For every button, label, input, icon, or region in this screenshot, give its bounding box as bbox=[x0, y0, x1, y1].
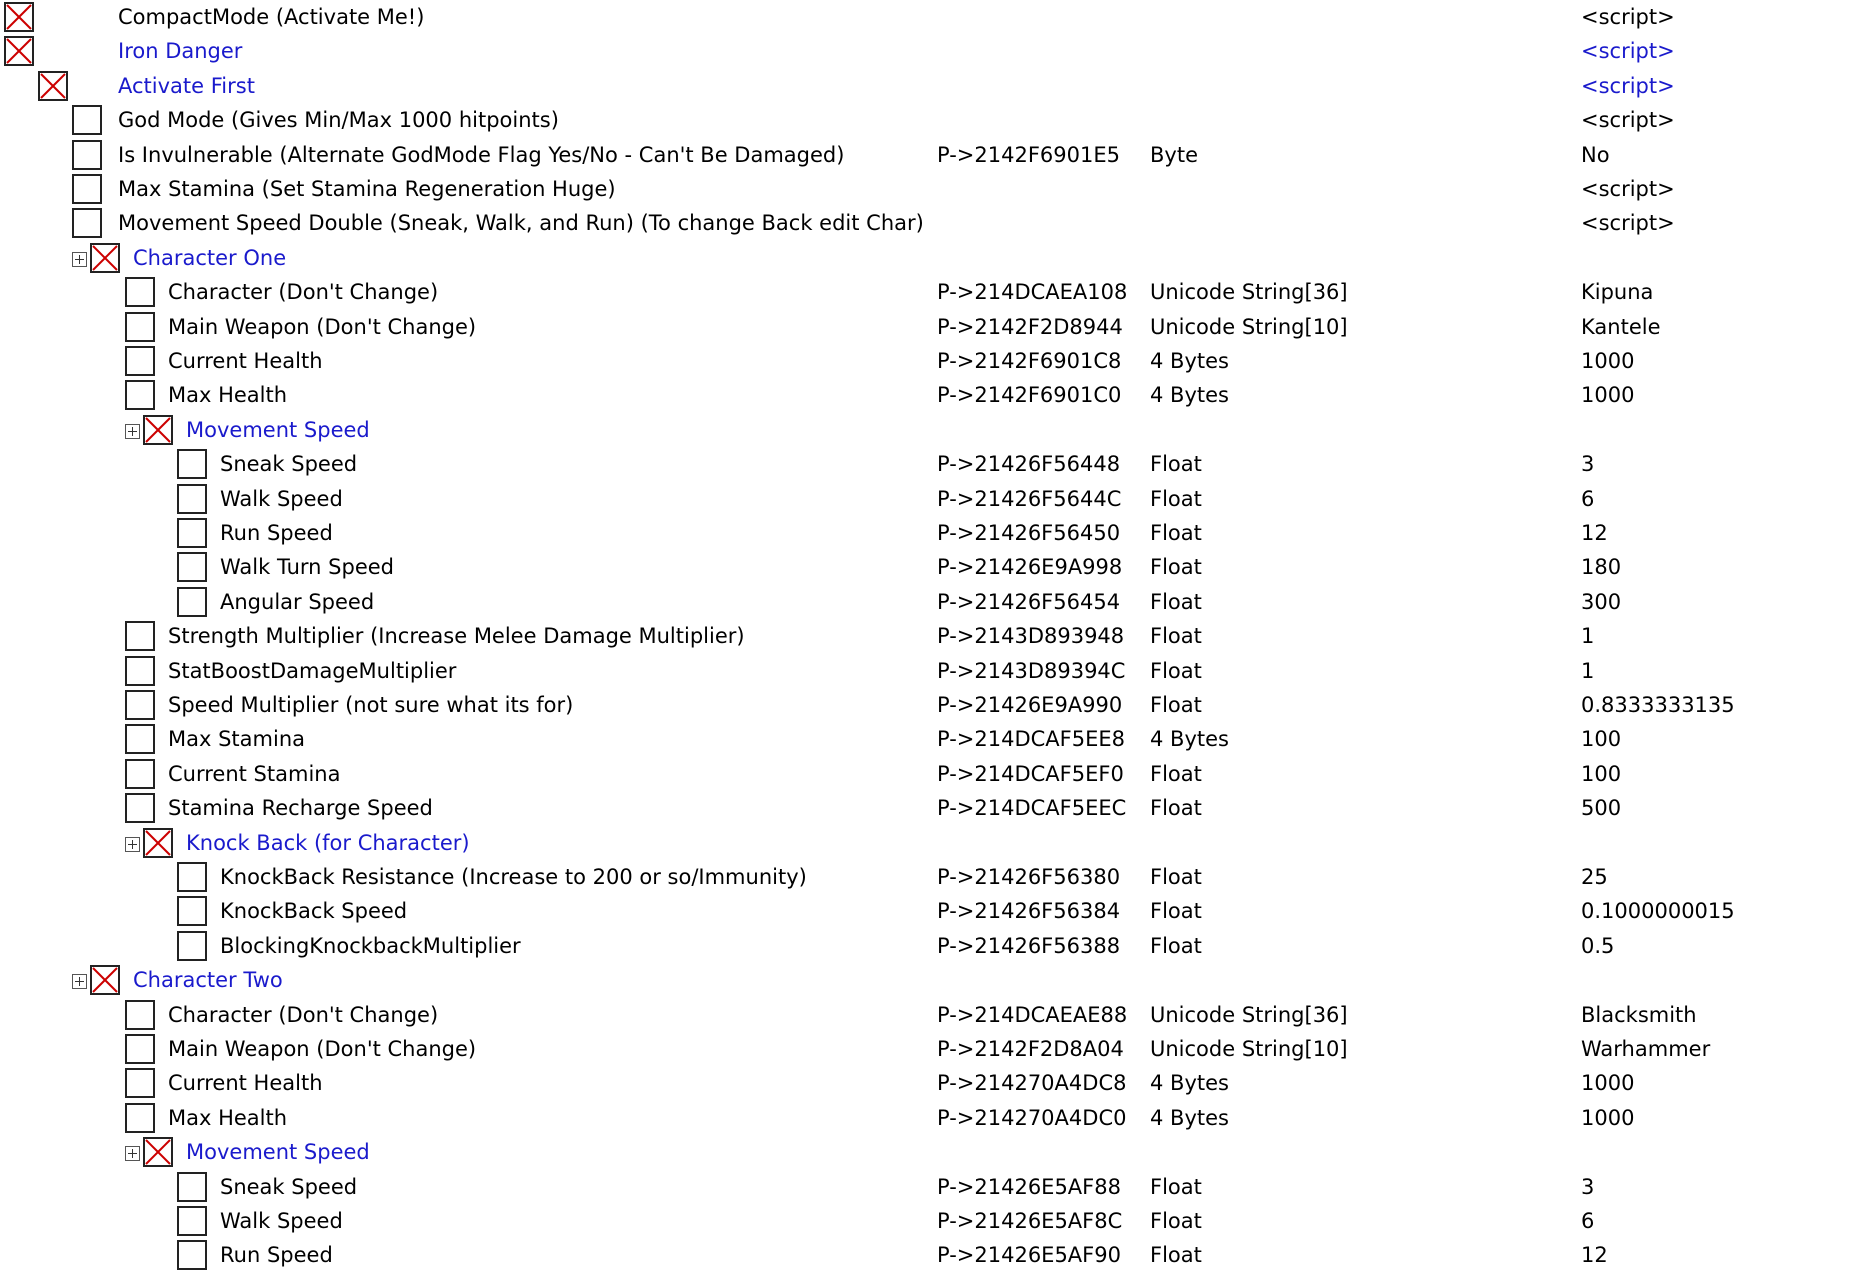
table-row[interactable] bbox=[0, 1171, 1863, 1205]
value-type: Float bbox=[1150, 1243, 1202, 1268]
value[interactable]: 1000 bbox=[1581, 349, 1635, 373]
expand-icon[interactable] bbox=[125, 1146, 140, 1161]
description[interactable]: Speed Multiplier (not sure what its for) bbox=[168, 693, 574, 717]
value[interactable]: 500 bbox=[1581, 796, 1622, 821]
activate-checkbox[interactable] bbox=[177, 484, 207, 514]
description[interactable]: BlockingKnockbackMultiplier bbox=[220, 933, 521, 958]
value-type: 4 Bytes bbox=[1150, 383, 1229, 408]
description[interactable]: Run Speed bbox=[220, 521, 333, 545]
description[interactable]: Walk Speed bbox=[220, 486, 343, 511]
address: P->214DCAEA108 bbox=[937, 280, 1128, 305]
group-row[interactable] bbox=[0, 827, 1863, 861]
value-type: Float bbox=[1150, 1174, 1202, 1199]
table-row[interactable] bbox=[0, 139, 1863, 173]
value-type: Float bbox=[1150, 865, 1202, 889]
table-row[interactable] bbox=[0, 861, 1863, 895]
value-type: Float bbox=[1150, 796, 1202, 821]
address: P->21426E5AF90 bbox=[937, 1243, 1121, 1268]
value[interactable]: <script> bbox=[1581, 39, 1675, 64]
address: P->214270A4DC8 bbox=[937, 1071, 1127, 1096]
activate-checkbox[interactable] bbox=[177, 1172, 207, 1202]
activate-checkbox[interactable] bbox=[143, 415, 173, 445]
cross-mark-icon bbox=[92, 245, 118, 271]
activate-checkbox[interactable] bbox=[72, 174, 102, 204]
table-row[interactable] bbox=[0, 448, 1863, 482]
value[interactable]: 100 bbox=[1581, 727, 1622, 752]
description[interactable]: CompactMode (Activate Me!) bbox=[118, 5, 425, 29]
activate-checkbox[interactable] bbox=[125, 759, 155, 789]
description[interactable]: Walk Speed bbox=[220, 1209, 343, 1233]
table-row[interactable] bbox=[0, 689, 1863, 723]
value[interactable]: Blacksmith bbox=[1581, 1002, 1697, 1027]
activate-checkbox[interactable] bbox=[177, 1240, 207, 1270]
address: P->2143D89394C bbox=[937, 658, 1126, 683]
value[interactable]: 1 bbox=[1581, 658, 1595, 683]
activate-checkbox[interactable] bbox=[125, 793, 155, 823]
cross-mark-icon bbox=[92, 967, 118, 993]
description[interactable]: Knock Back (for Character) bbox=[186, 830, 470, 855]
description[interactable]: Max Stamina bbox=[168, 727, 305, 752]
description[interactable]: KnockBack Resistance (Increase to 200 or so/Immunity) bbox=[220, 865, 807, 889]
description[interactable]: Main Weapon (Don't Change) bbox=[168, 314, 477, 339]
group-row[interactable] bbox=[0, 242, 1863, 276]
table-row[interactable] bbox=[0, 311, 1863, 345]
value[interactable]: <script> bbox=[1581, 5, 1675, 29]
activate-checkbox[interactable] bbox=[125, 690, 155, 720]
group-row[interactable] bbox=[0, 964, 1863, 998]
value[interactable]: 180 bbox=[1581, 555, 1622, 580]
value-type: Float bbox=[1150, 1209, 1202, 1233]
expand-icon[interactable] bbox=[125, 837, 140, 852]
table-row[interactable] bbox=[0, 999, 1863, 1033]
group-row[interactable] bbox=[0, 70, 1863, 104]
value[interactable]: Warhammer bbox=[1581, 1037, 1711, 1061]
value-type: 4 Bytes bbox=[1150, 1071, 1229, 1096]
value[interactable]: 3 bbox=[1581, 452, 1595, 477]
value[interactable]: 0.5 bbox=[1581, 933, 1615, 958]
address: P->214270A4DC0 bbox=[937, 1105, 1127, 1130]
table-row[interactable] bbox=[0, 1205, 1863, 1239]
value-type: 4 Bytes bbox=[1150, 1105, 1229, 1130]
expand-icon[interactable] bbox=[72, 974, 87, 989]
description[interactable]: Character (Don't Change) bbox=[168, 1002, 439, 1027]
activate-checkbox[interactable] bbox=[177, 552, 207, 582]
value-type: Unicode String[10] bbox=[1150, 314, 1348, 339]
activate-checkbox[interactable] bbox=[177, 518, 207, 548]
table-row[interactable] bbox=[0, 207, 1863, 241]
value-type: Float bbox=[1150, 624, 1202, 649]
address: P->2142F2D8A04 bbox=[937, 1037, 1124, 1061]
activate-checkbox[interactable] bbox=[125, 1103, 155, 1133]
table-row[interactable] bbox=[0, 792, 1863, 826]
value[interactable]: 1000 bbox=[1581, 1071, 1635, 1096]
table-row[interactable] bbox=[0, 276, 1863, 310]
table-row[interactable] bbox=[0, 379, 1863, 413]
value-type: Float bbox=[1150, 933, 1202, 958]
value-type: 4 Bytes bbox=[1150, 727, 1229, 752]
table-row[interactable] bbox=[0, 930, 1863, 964]
address: P->21426E9A990 bbox=[937, 693, 1123, 717]
table-row[interactable] bbox=[0, 517, 1863, 551]
activate-checkbox[interactable] bbox=[177, 931, 207, 961]
address: P->214DCAF5EE8 bbox=[937, 727, 1125, 752]
cross-mark-icon bbox=[145, 417, 171, 443]
address: P->21426F56454 bbox=[937, 589, 1121, 614]
description[interactable]: Is Invulnerable (Alternate GodMode Flag Yes/No - Can't Be Damaged) bbox=[118, 142, 845, 167]
description[interactable]: Character One bbox=[133, 245, 287, 270]
activate-checkbox[interactable] bbox=[90, 965, 120, 995]
address: P->21426F56380 bbox=[937, 865, 1121, 889]
address: P->21426F56448 bbox=[937, 452, 1121, 477]
value[interactable]: Kipuna bbox=[1581, 280, 1654, 305]
value-type: Float bbox=[1150, 486, 1202, 511]
address: P->2143D893948 bbox=[937, 624, 1125, 649]
value[interactable]: 0.1000000015 bbox=[1581, 899, 1735, 924]
table-row[interactable] bbox=[0, 1239, 1863, 1273]
description[interactable]: Movement Speed bbox=[186, 417, 370, 442]
activate-checkbox[interactable] bbox=[177, 449, 207, 479]
value[interactable]: <script> bbox=[1581, 108, 1675, 133]
table-row[interactable] bbox=[0, 1, 1863, 35]
address: P->21426E9A998 bbox=[937, 555, 1123, 580]
table-row[interactable] bbox=[0, 345, 1863, 379]
description[interactable]: Stamina Recharge Speed bbox=[168, 796, 433, 821]
activate-checkbox[interactable] bbox=[125, 1000, 155, 1030]
description[interactable]: KnockBack Speed bbox=[220, 899, 408, 924]
description[interactable]: Current Stamina bbox=[168, 761, 341, 786]
value[interactable]: <script> bbox=[1581, 73, 1675, 98]
table-row[interactable] bbox=[0, 620, 1863, 654]
activate-checkbox[interactable] bbox=[177, 862, 207, 892]
description[interactable]: Iron Danger bbox=[118, 39, 243, 64]
description[interactable]: Max Stamina (Set Stamina Regeneration Huge) bbox=[118, 177, 616, 201]
value-type: Unicode String[36] bbox=[1150, 280, 1348, 305]
address: P->2142F2D8944 bbox=[937, 314, 1123, 339]
activate-checkbox[interactable] bbox=[72, 105, 102, 135]
address: P->214DCAEAE88 bbox=[937, 1002, 1128, 1027]
activate-checkbox[interactable] bbox=[125, 656, 155, 686]
value-type: Float bbox=[1150, 761, 1202, 786]
group-row[interactable] bbox=[0, 1136, 1863, 1170]
address: P->21426E5AF8C bbox=[937, 1209, 1123, 1233]
activate-checkbox[interactable] bbox=[4, 2, 34, 32]
value[interactable]: 6 bbox=[1581, 486, 1595, 511]
activate-checkbox[interactable] bbox=[4, 36, 34, 66]
value-type: Float bbox=[1150, 693, 1202, 717]
activate-checkbox[interactable] bbox=[143, 1137, 173, 1167]
value-type: Float bbox=[1150, 555, 1202, 580]
table-row[interactable] bbox=[0, 895, 1863, 929]
value[interactable]: 100 bbox=[1581, 761, 1622, 786]
value[interactable]: 1000 bbox=[1581, 1105, 1635, 1130]
expand-icon[interactable] bbox=[72, 252, 87, 267]
expand-icon[interactable] bbox=[125, 424, 140, 439]
activate-checkbox[interactable] bbox=[125, 1034, 155, 1064]
address: P->21426F5644C bbox=[937, 486, 1122, 511]
value-type: 4 Bytes bbox=[1150, 349, 1229, 373]
activate-checkbox[interactable] bbox=[125, 724, 155, 754]
description[interactable]: Current Health bbox=[168, 349, 323, 373]
value-type: Float bbox=[1150, 899, 1202, 924]
value[interactable]: <script> bbox=[1581, 177, 1675, 201]
description[interactable]: Character (Don't Change) bbox=[168, 280, 439, 305]
address: P->21426F56384 bbox=[937, 899, 1121, 924]
address: P->21426F56450 bbox=[937, 521, 1121, 545]
activate-checkbox[interactable] bbox=[125, 621, 155, 651]
table-row[interactable] bbox=[0, 173, 1863, 207]
activate-checkbox[interactable] bbox=[38, 71, 68, 101]
description[interactable]: Run Speed bbox=[220, 1243, 333, 1268]
activate-checkbox[interactable] bbox=[125, 346, 155, 376]
value[interactable]: 300 bbox=[1581, 589, 1622, 614]
value[interactable]: Kantele bbox=[1581, 314, 1661, 339]
activate-checkbox[interactable] bbox=[177, 1206, 207, 1236]
address: P->2142F6901C8 bbox=[937, 349, 1122, 373]
activate-checkbox[interactable] bbox=[143, 828, 173, 858]
activate-checkbox[interactable] bbox=[90, 243, 120, 273]
value[interactable]: 25 bbox=[1581, 865, 1608, 889]
description[interactable]: Sneak Speed bbox=[220, 1174, 358, 1199]
cross-mark-icon bbox=[6, 4, 32, 30]
table-row[interactable] bbox=[0, 758, 1863, 792]
address: P->214DCAF5EEC bbox=[937, 796, 1127, 821]
value-type: Float bbox=[1150, 589, 1202, 614]
table-row[interactable] bbox=[0, 723, 1863, 757]
table-row[interactable] bbox=[0, 586, 1863, 620]
value[interactable]: 0.8333333135 bbox=[1581, 693, 1735, 717]
group-row[interactable] bbox=[0, 414, 1863, 448]
activate-checkbox[interactable] bbox=[125, 312, 155, 342]
description[interactable]: Current Health bbox=[168, 1071, 323, 1096]
description[interactable]: Movement Speed Double (Sneak, Walk, and Run) (To change Back edit Char) bbox=[118, 211, 924, 236]
address: P->21426E5AF88 bbox=[937, 1174, 1121, 1199]
table-row[interactable] bbox=[0, 1067, 1863, 1101]
value-type: Float bbox=[1150, 658, 1202, 683]
description[interactable]: Main Weapon (Don't Change) bbox=[168, 1037, 477, 1061]
address: P->2142F6901C0 bbox=[937, 383, 1122, 408]
cross-mark-icon bbox=[6, 38, 32, 64]
description[interactable]: Max Health bbox=[168, 1105, 288, 1130]
value[interactable]: 12 bbox=[1581, 521, 1608, 545]
table-row[interactable] bbox=[0, 655, 1863, 689]
address: P->2142F6901E5 bbox=[937, 142, 1120, 167]
description[interactable]: Max Health bbox=[168, 383, 288, 408]
value-type: Unicode String[10] bbox=[1150, 1037, 1348, 1061]
description[interactable]: Walk Turn Speed bbox=[220, 555, 394, 580]
activate-checkbox[interactable] bbox=[125, 1068, 155, 1098]
activate-checkbox[interactable] bbox=[72, 140, 102, 170]
description[interactable]: Movement Speed bbox=[186, 1140, 370, 1165]
value[interactable]: No bbox=[1581, 142, 1610, 167]
table-row[interactable] bbox=[0, 1102, 1863, 1136]
table-row[interactable] bbox=[0, 104, 1863, 138]
address: P->214DCAF5EF0 bbox=[937, 761, 1124, 786]
value[interactable]: <script> bbox=[1581, 211, 1675, 236]
cross-mark-icon bbox=[145, 830, 171, 856]
cross-mark-icon bbox=[40, 73, 66, 99]
value-type: Float bbox=[1150, 521, 1202, 545]
description[interactable]: Character Two bbox=[133, 968, 283, 993]
description[interactable]: Strength Multiplier (Increase Melee Damage Multiplier) bbox=[168, 624, 745, 649]
description[interactable]: Angular Speed bbox=[220, 589, 375, 614]
value[interactable]: 1 bbox=[1581, 624, 1595, 649]
table-row[interactable] bbox=[0, 551, 1863, 585]
description[interactable]: StatBoostDamageMultiplier bbox=[168, 658, 457, 683]
activate-checkbox[interactable] bbox=[177, 896, 207, 926]
value[interactable]: 3 bbox=[1581, 1174, 1595, 1199]
value-type: Float bbox=[1150, 452, 1202, 477]
activate-checkbox[interactable] bbox=[125, 380, 155, 410]
group-row[interactable] bbox=[0, 35, 1863, 69]
activate-checkbox[interactable] bbox=[72, 208, 102, 238]
description[interactable]: God Mode (Gives Min/Max 1000 hitpoints) bbox=[118, 108, 559, 133]
value[interactable]: 6 bbox=[1581, 1209, 1595, 1233]
value-type: Unicode String[36] bbox=[1150, 1002, 1348, 1027]
cross-mark-icon bbox=[145, 1139, 171, 1165]
description[interactable]: Sneak Speed bbox=[220, 452, 358, 477]
table-row[interactable] bbox=[0, 1033, 1863, 1067]
value-type: Byte bbox=[1150, 142, 1198, 167]
value[interactable]: 1000 bbox=[1581, 383, 1635, 408]
activate-checkbox[interactable] bbox=[177, 587, 207, 617]
table-row[interactable] bbox=[0, 483, 1863, 517]
activate-checkbox[interactable] bbox=[125, 277, 155, 307]
value[interactable]: 12 bbox=[1581, 1243, 1608, 1268]
address: P->21426F56388 bbox=[937, 933, 1121, 958]
description[interactable]: Activate First bbox=[118, 73, 255, 98]
